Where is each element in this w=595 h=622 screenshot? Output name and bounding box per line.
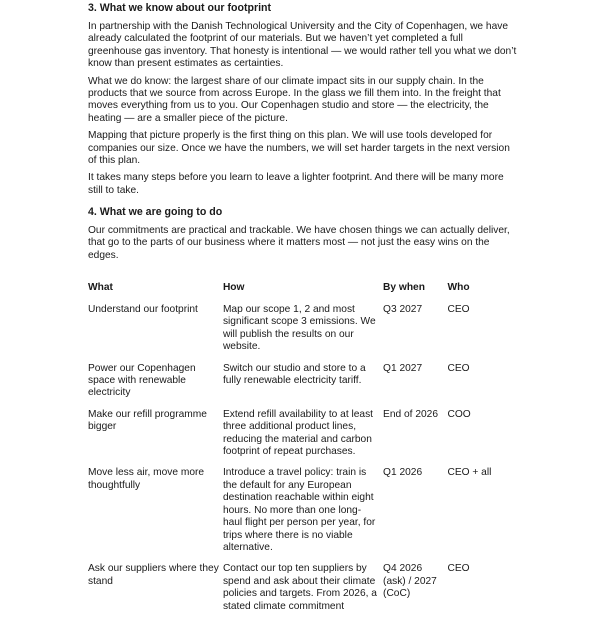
paragraph: Our commitments are practical and trackable. We have chosen things we can actually deliver, that go to the parts of our business where it matters most — not just the easy wins on the edges. bbox=[88, 225, 510, 261]
paragraph: It takes many steps before you learn to leave a lighter footprint. And there will be many more still to take. bbox=[88, 172, 504, 196]
table-cell: CEO bbox=[447, 563, 470, 575]
section-heading: 4. What we are going to do bbox=[88, 206, 223, 218]
table-cell: Understand our footprint bbox=[88, 304, 198, 315]
paragraph: Mapping that picture properly is the first thing on this plan. We will use tools developed for companies our size. Once we have the numbers, we will set harder targets in the next version of this plan. bbox=[88, 130, 510, 167]
section-footprint bbox=[88, 2, 518, 202]
table-cell: COO bbox=[447, 408, 471, 420]
table-cell: CEO bbox=[447, 304, 470, 315]
commitments-table bbox=[88, 282, 518, 622]
section-plan bbox=[88, 206, 518, 267]
table-cell: Q1 2026 bbox=[383, 467, 423, 479]
table-cell: Make our refill programme bigger bbox=[88, 408, 207, 433]
table-cell: Switch our studio and store to a fully renewable electricity tariff. bbox=[222, 362, 366, 387]
table-header-row bbox=[88, 282, 518, 304]
column-header: By when bbox=[383, 282, 425, 293]
table-row bbox=[88, 467, 518, 563]
table-cell: CEO + all bbox=[447, 467, 492, 479]
table-row bbox=[88, 563, 518, 622]
column-header: Who bbox=[447, 282, 470, 293]
table-row bbox=[88, 304, 518, 363]
table-cell: Q3 2027 bbox=[383, 304, 423, 315]
table-cell: Map our scope 1, 2 and most significant scope 3 emissions. We will publish the results on our website. bbox=[222, 304, 376, 353]
table-cell: Introduce a travel policy: train is the default for any European destination reachable within eight hours. No more than one long-haul flight per person per year, for trips where there is no viable alternative. bbox=[222, 467, 376, 553]
table-cell: Power our Copenhagen space with renewable electricity bbox=[88, 362, 196, 399]
table-cell: Extend refill availability to at least three additional product lines, reducing the material and carbon footprint of repeat purchases. bbox=[222, 408, 373, 458]
column-header: How bbox=[222, 282, 245, 293]
table-cell: Q4 2026 (ask) / 2027 (CoC) bbox=[383, 563, 437, 600]
column-header: What bbox=[88, 282, 113, 293]
table-row bbox=[88, 363, 518, 409]
table-cell: Contact our top ten suppliers by spend and ask about their climate policies and targets. From 2026, a stated climate commitment bbox=[222, 563, 377, 612]
table-row bbox=[88, 409, 518, 468]
table-cell: Q1 2027 bbox=[383, 362, 423, 374]
paragraph: What we do know: the largest share of our climate impact sits in our supply chain. In the products that we source from across Europe. In the glass we fill them into. In the freight that moves everything from us to you. Our Copenhagen studio and store — the electricity, the heating — are a smaller piece of the picture. bbox=[88, 75, 501, 124]
table-cell: End of 2026 bbox=[383, 408, 438, 420]
table-cell: CEO bbox=[447, 362, 470, 374]
section-heading: 3. What we know about our footprint bbox=[88, 2, 272, 14]
table-cell: Ask our suppliers where they stand bbox=[88, 563, 219, 587]
table-cell: Move less air, move more thoughtfully bbox=[88, 467, 205, 491]
paragraph: In partnership with the Danish Technological University and the City of Copenhagen, we have already calculated the footprint of our materials. But we haven’t yet completed a full greenhouse gas inventory. That honesty is intentional — we would rather tell you what we don’t know than present estimates as certainties. bbox=[88, 21, 517, 70]
